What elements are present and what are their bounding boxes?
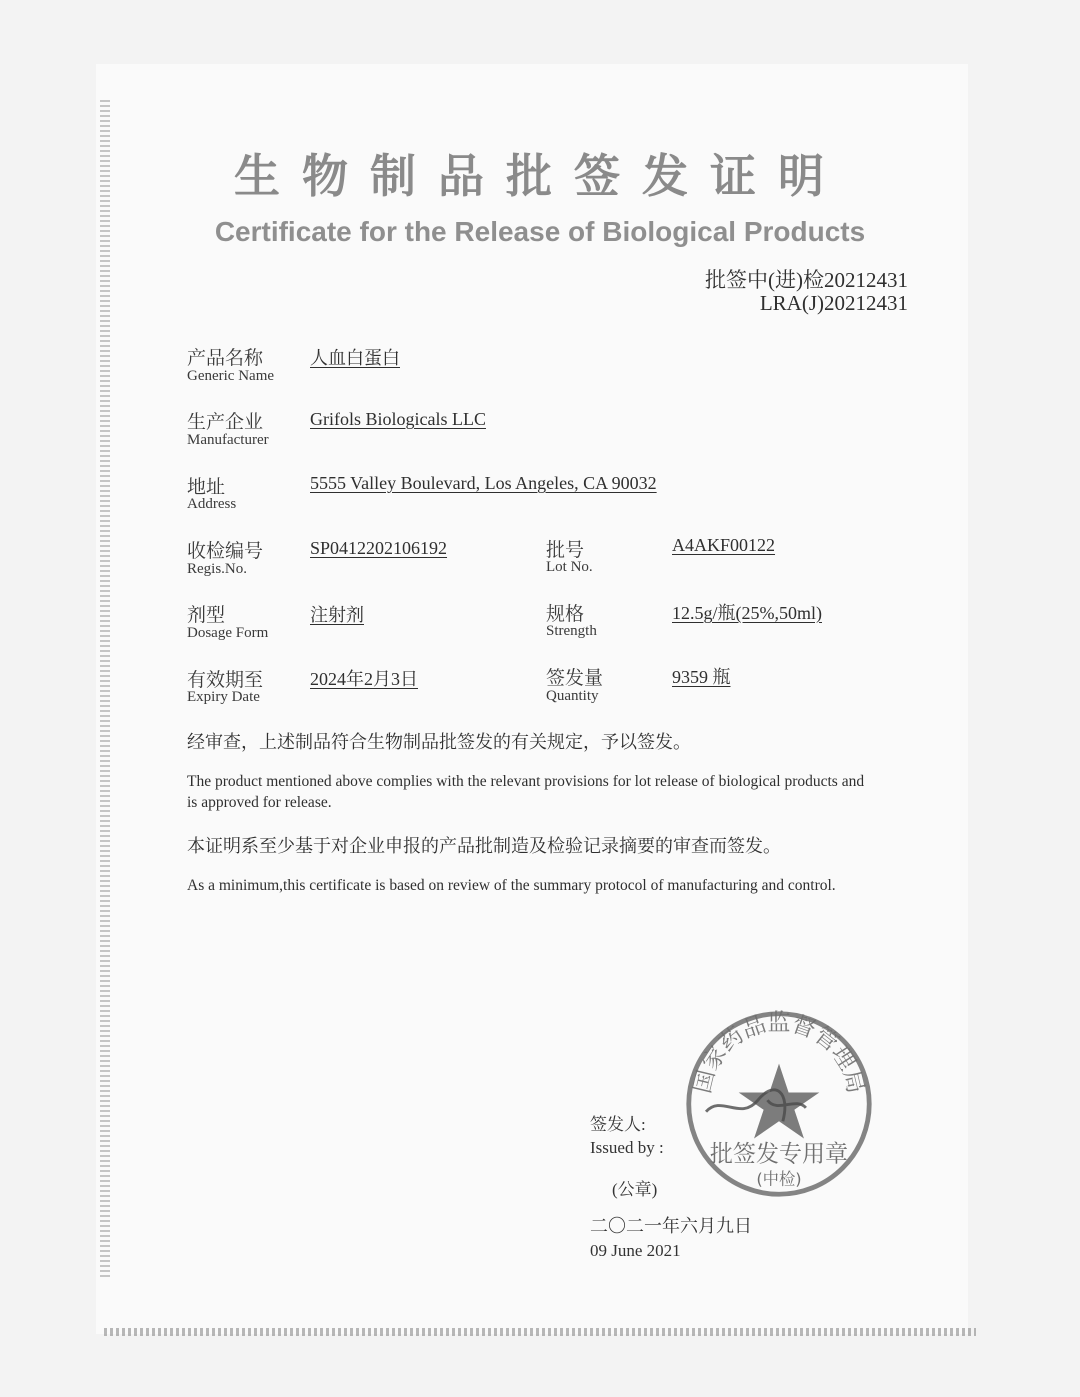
regis-no-label-en: Regis.No. <box>187 561 247 577</box>
svg-text:(中检): (中检) <box>756 1169 802 1189</box>
lot-no-label-en: Lot No. <box>546 559 593 575</box>
address-value: 5555 Valley Boulevard, Los Angeles, CA 90032 <box>310 473 657 493</box>
lot-no-value: A4AKF00122 <box>672 535 776 555</box>
regis-no-label-zh: 收检编号 <box>187 541 264 562</box>
basis-statement-en: As a minimum,this certificate is based on review of the summary protocol of manufacturing and control. <box>187 877 836 894</box>
dosage-form-value: 注射剂 <box>310 605 364 625</box>
approval-statement-en: The product mentioned above complies with the relevant provisions for lot release of biological products and is approved for release. <box>187 773 865 811</box>
address-label-en: Address <box>187 496 237 512</box>
issue-date-zh: 二〇二一年六月九日 <box>590 1216 752 1236</box>
dosage-form-label-zh: 剂型 <box>187 605 226 626</box>
quantity-label-en: Quantity <box>546 688 599 704</box>
issued-by-label-en: Issued by : <box>590 1138 664 1157</box>
expiry-date-label-zh: 有效期至 <box>187 670 264 691</box>
generic-name-label-zh: 产品名称 <box>187 348 264 369</box>
certificate-number-zh: 批签中(进)检20212431 <box>705 268 908 292</box>
address-label-zh: 地址 <box>187 477 226 498</box>
certificate-title-zh: 生物制品批签发证明 <box>234 149 846 203</box>
manufacturer-label-zh: 生产企业 <box>187 412 264 433</box>
official-seal-stamp <box>683 1008 875 1200</box>
seal-note: (公章) <box>612 1180 658 1199</box>
basis-statement-zh: 本证明系至少基于对企业申报的产品批制造及检验记录摘要的审查而签发。 <box>187 836 781 856</box>
regis-no-value: SP0412202106192 <box>310 538 448 558</box>
svg-text:国家药品监督管理局: 国家药品监督管理局 <box>689 1010 869 1096</box>
star-icon <box>739 1064 820 1139</box>
decorative-left-border <box>100 100 110 1280</box>
manufacturer-value: Grifols Biologicals LLC <box>310 409 486 429</box>
svg-text:批签发专用章: 批签发专用章 <box>709 1141 849 1168</box>
generic-name-label-en: Generic Name <box>187 368 275 384</box>
issue-date-en: 09 June 2021 <box>590 1241 681 1260</box>
quantity-label-zh: 签发量 <box>546 668 604 689</box>
decorative-bottom-border <box>104 1328 976 1336</box>
expiry-date-label-en: Expiry Date <box>187 689 260 705</box>
lot-no-label-zh: 批号 <box>546 540 585 561</box>
certificate-title-en: Certificate for the Release of Biological Products <box>214 216 866 247</box>
certificate-number-en: LRA(J)20212431 <box>759 291 908 315</box>
strength-value: 12.5g/瓶(25%,50ml) <box>672 603 822 623</box>
approval-statement-zh: 经审查，上述制品符合生物制品批签发的有关规定，予以签发。 <box>187 732 691 752</box>
quantity-value: 9359 瓶 <box>672 667 731 687</box>
expiry-date-value: 2024年2月3日 <box>310 669 418 689</box>
strength-label-zh: 规格 <box>546 604 585 625</box>
dosage-form-label-en: Dosage Form <box>187 625 269 641</box>
issued-by-label-zh: 签发人: <box>590 1115 646 1134</box>
strength-label-en: Strength <box>546 623 597 639</box>
manufacturer-label-en: Manufacturer <box>187 432 269 448</box>
generic-name-value: 人血白蛋白 <box>310 348 400 368</box>
